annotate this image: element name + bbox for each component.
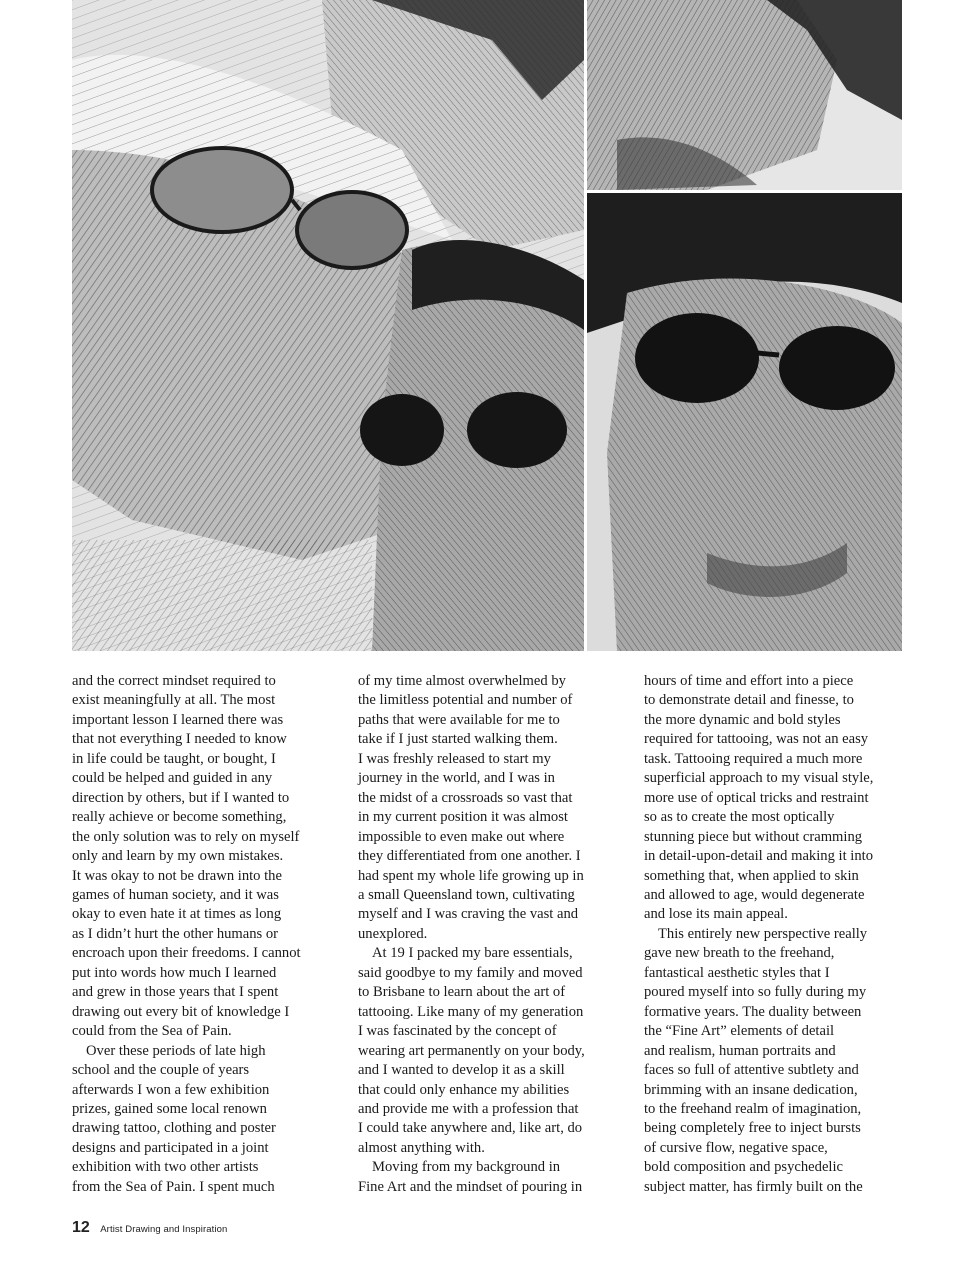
text-line: as I didn’t hurt the other humans or: [72, 925, 279, 942]
text-line: I could take anywhere and, like art, do: [358, 1120, 583, 1137]
text-line: I was freshly released to start my: [358, 750, 551, 767]
text-line: prizes, gained some local renown: [72, 1100, 267, 1117]
text-column-1: [72, 672, 334, 1197]
text-line: they differentiated from one another. I: [358, 848, 581, 865]
text-line: tattooing. Like many of my generation: [358, 1003, 584, 1020]
text-line: Over these periods of late high: [86, 1042, 266, 1059]
text-line: the more dynamic and bold styles: [644, 711, 841, 728]
text-line: more use of optical tricks and restraint: [644, 789, 869, 806]
text-line: only and learn by my own mistakes.: [72, 848, 284, 865]
text-line: poured myself into so fully during my: [644, 984, 867, 1001]
text-line: said goodbye to my family and moved: [358, 964, 583, 981]
text-line: subject matter, has firmly built on the: [644, 1178, 863, 1195]
text-line: exhibition with two other artists: [72, 1159, 259, 1176]
text-line: really achieve or become something,: [72, 809, 287, 826]
text-line: and lose its main appeal.: [644, 906, 788, 923]
text-line: that not everything I needed to know: [72, 731, 287, 748]
text-line: could be helped and guided in any: [72, 770, 273, 787]
text-line: drawing out every bit of knowledge I: [72, 1003, 290, 1020]
text-line: to Brisbane to learn about the art of: [358, 984, 566, 1001]
text-line: the “Fine Art” elements of detail: [644, 1023, 835, 1040]
portrait-illustration-left: [72, 0, 584, 651]
page-footer: [72, 1219, 227, 1239]
text-line: and I wanted to develop it as a skill: [358, 1062, 565, 1079]
text-line: I was fascinated by the concept of: [358, 1023, 557, 1040]
text-line: to the freehand realm of imagination,: [644, 1100, 862, 1117]
text-line: of my time almost overwhelmed by: [358, 673, 566, 689]
text-line: gave new breath to the freehand,: [644, 945, 835, 962]
text-line: designs and participated in a joint: [72, 1139, 269, 1156]
text-line: from the Sea of Pain. I spent much: [72, 1178, 275, 1195]
text-line: afterwards I won a few exhibition: [72, 1081, 270, 1098]
text-line: It was okay to not be drawn into the: [72, 867, 282, 884]
text-column-3: [644, 672, 906, 1197]
text-line: hours of time and effort into a piece: [644, 673, 854, 689]
text-line: had spent my whole life growing up in: [358, 867, 584, 884]
text-line: paths that were available for me to: [358, 711, 560, 728]
text-line: impossible to even make out where: [358, 828, 565, 845]
text-line: the limitless potential and number of: [358, 692, 573, 709]
text-line: fantastical aesthetic styles that I: [644, 964, 830, 981]
text-line: take if I just started walking them.: [358, 731, 558, 748]
text-line: and provide me with a profession that: [358, 1100, 579, 1117]
text-line: in life could be taught, or bought, I: [72, 750, 276, 767]
text-line: superficial approach to my visual style,: [644, 770, 874, 787]
text-line: stunning piece but without cramming: [644, 828, 863, 845]
text-line: put into words how much I learned: [72, 964, 277, 981]
text-line: could from the Sea of Pain.: [72, 1023, 232, 1040]
text-line: and the correct mindset required to: [72, 673, 276, 689]
text-line: the only solution was to rely on myself: [72, 828, 300, 845]
portrait-illustration-right-top: [587, 0, 902, 190]
text-line: task. Tattooing required a much more: [644, 750, 863, 767]
text-line: so as to create the most optically: [644, 809, 835, 826]
page-number: 12: [72, 1219, 90, 1236]
text-line: something that, when applied to skin: [644, 867, 859, 884]
text-line: bold composition and psychedelic: [644, 1159, 844, 1176]
text-line: myself and I was craving the vast and: [358, 906, 579, 923]
text-line: being completely free to inject bursts: [644, 1120, 861, 1137]
text-line: exist meaningfully at all. The most: [72, 692, 276, 709]
text-line: drawing tattoo, clothing and poster: [72, 1120, 276, 1137]
text-line: of cursive flow, negative space,: [644, 1139, 828, 1156]
text-line: formative years. The duality between: [644, 1003, 862, 1020]
text-line: in my current position it was almost: [358, 809, 568, 826]
text-line: in detail-upon-detail and making it into: [644, 848, 873, 865]
text-line: okay to even hate it at times as long: [72, 906, 282, 923]
portrait-illustration-right-bottom: [587, 193, 902, 651]
text-line: and realism, human portraits and: [644, 1042, 836, 1059]
text-line: direction by others, but if I wanted to: [72, 789, 290, 806]
text-line: brimming with an insane dedication,: [644, 1081, 858, 1098]
text-line: the midst of a crossroads so vast that: [358, 789, 573, 806]
running-title: Artist Drawing and Inspiration: [100, 1224, 228, 1235]
text-line: Moving from my background in: [372, 1159, 561, 1176]
text-line: school and the couple of years: [72, 1062, 250, 1079]
text-line: important lesson I learned there was: [72, 711, 284, 728]
text-line: that could only enhance my abilities: [358, 1081, 570, 1098]
text-line: unexplored.: [358, 925, 428, 942]
text-line: This entirely new perspective really: [658, 925, 868, 942]
text-line: and grew in those years that I spent: [72, 984, 279, 1001]
text-line: encroach upon their freedoms. I cannot: [72, 945, 301, 962]
text-line: Fine Art and the mindset of pouring in: [358, 1178, 583, 1195]
text-line: faces so full of attentive subtlety and: [644, 1062, 859, 1079]
text-line: journey in the world, and I was in: [358, 770, 555, 787]
text-line: games of human society, and it was: [72, 886, 279, 903]
text-line: and allowed to age, would degenerate: [644, 886, 865, 903]
text-column-2: [358, 672, 620, 1197]
text-line: At 19 I packed my bare essentials,: [372, 945, 573, 962]
text-line: to demonstrate detail and finesse, to: [644, 692, 854, 709]
text-line: wearing art permanently on your body,: [358, 1042, 585, 1059]
text-line: almost anything with.: [358, 1139, 485, 1156]
text-line: a small Queensland town, cultivating: [358, 886, 575, 903]
text-line: required for tattooing, was not an easy: [644, 731, 869, 748]
